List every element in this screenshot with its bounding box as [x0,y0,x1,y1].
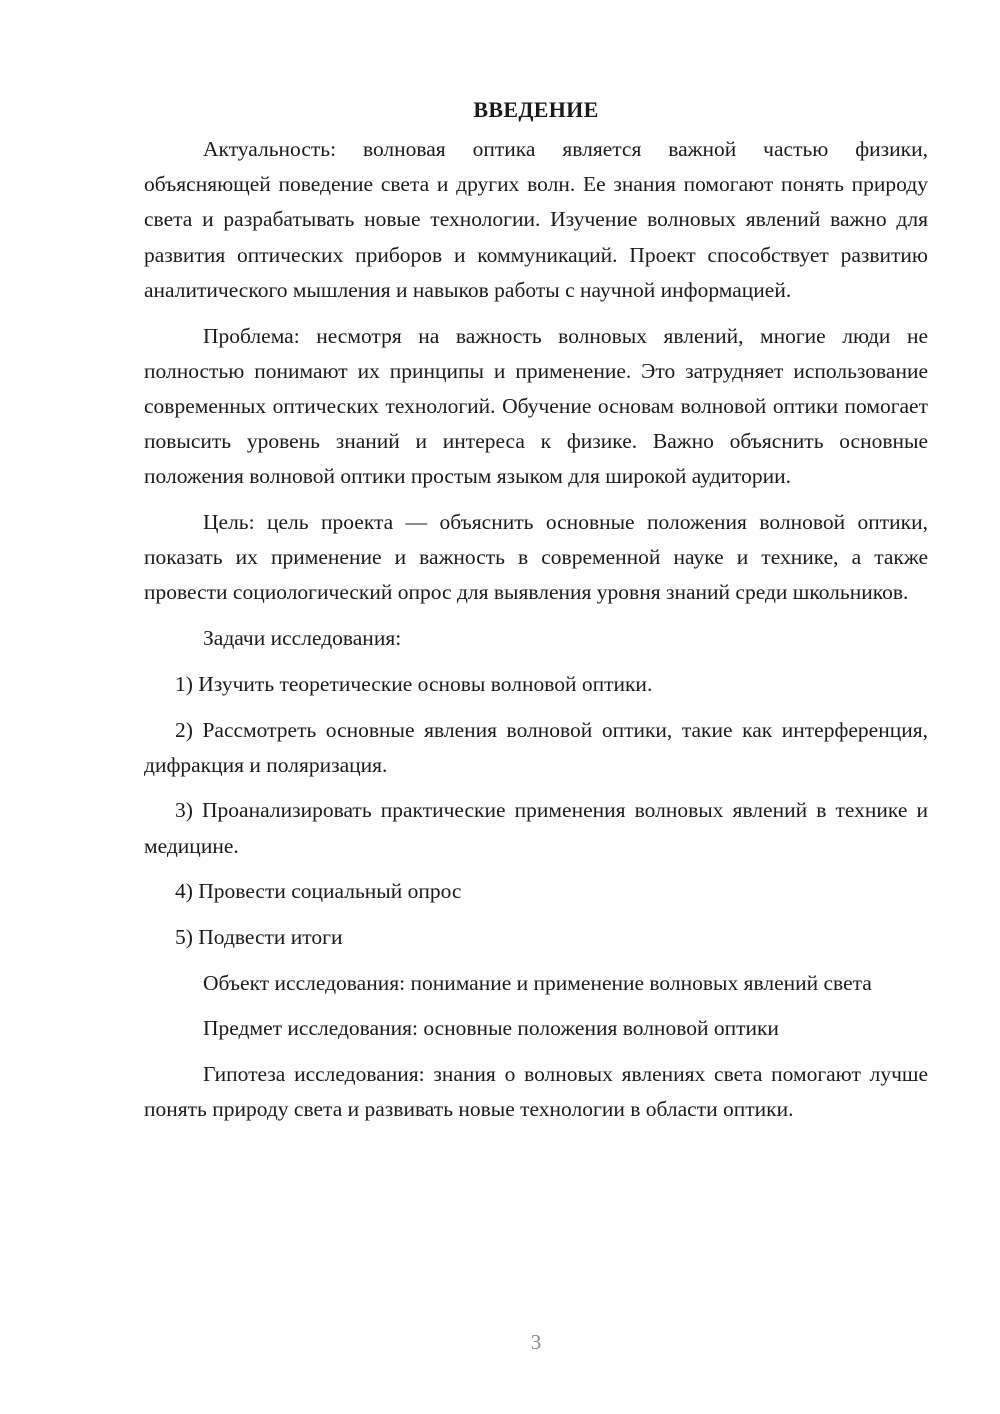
paragraph-goal: Цель: цель проекта — объяснить основные положения волновой оптики, показать их применение и важность в современной науке и технике, а также провести социологический опрос для выявления уровня знаний среди школьников. [144,510,928,605]
section-title: ВВЕДЕНИЕ [473,97,599,122]
task-item-5: 5) Подвести итоги [175,925,343,950]
task-item-4: 4) Провести социальный опрос [175,879,462,904]
task-item-3: 3) Проанализировать практические применения волновых явлений в технике и медицине. [144,798,928,858]
paragraph-subject: Предмет исследования: основные положения волновой оптики [203,1016,779,1041]
tasks-heading: Задачи исследования: [203,626,402,651]
paragraph-object: Объект исследования: понимание и применение волновых явлений света [203,970,872,995]
paragraph-hypothesis: Гипотеза исследования: знания о волновых явлениях света помогают лучше понять природу света и развивать новые технологии в области оптики. [144,1062,928,1122]
paragraph-problem: Проблема: несмотря на важность волновых явлений, многие люди не полностью понимают их принципы и применение. Это затрудняет использование современных оптических технологий. Обучение основам волновой оптики помогает повысить уровень знаний и интереса к физике. Важно объяснить основные положения волновой оптики простым языком для широкой аудитории. [144,323,928,489]
paragraph-relevance: Актуальность: волновая оптика является важной частью физики, объясняющей поведение света и других волн. Ее знания помогают понять природу света и разрабатывать новые технологии. Изучение волновых явлений важно для развития оптических приборов и коммуникаций. Проект способствует развитию аналитического мышления и навыков работы с научной информацией. [144,137,928,302]
page-number: 3 [530,1330,542,1354]
task-item-2: 2) Рассмотреть основные явления волновой оптики, такие как интерференция, дифракция и поляризация. [144,717,928,777]
task-item-1: 1) Изучить теоретические основы волновой оптики. [175,671,653,696]
document-page [144,92,928,1138]
